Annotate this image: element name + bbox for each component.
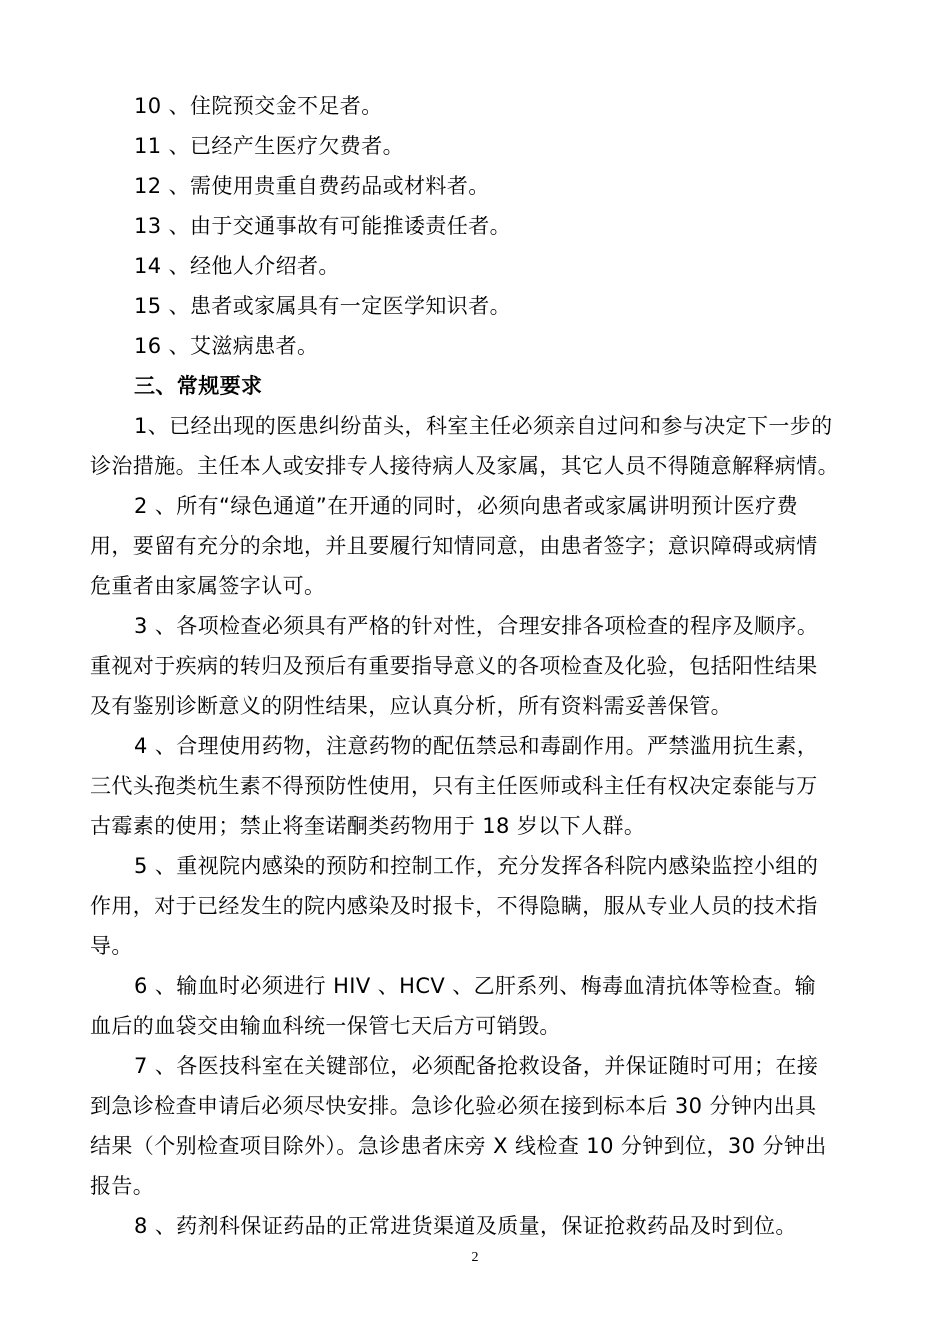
paragraph-6-line-2: 血后的血袋交由输血科统一保管七天后方可销毁。 (90, 1014, 561, 1038)
paragraph-1-line-1: 1、已经出现的医患纠纷苗头，科室主任必须亲自过问和参与决定下一步的 (134, 414, 833, 438)
paragraph-2-line-3: 危重者由家属签字认可。 (90, 574, 326, 598)
paragraph-4-line-2: 三代头孢类杭生素不得预防性使用，只有主任医师或科主任有权决定泰能与万 (90, 774, 818, 798)
list-item-13: 13 、由于交通事故有可能推诿责任者。 (134, 214, 511, 238)
paragraph-7-line-1: 7 、各医技科室在关键部位，必须配备抢救设备，并保证随时可用；在接 (134, 1054, 819, 1078)
paragraph-2-line-2: 用，要留有充分的余地，并且要履行知情同意，由患者签字；意识障碍或病情 (90, 534, 818, 558)
paragraph-3-line-3: 及有鉴别诊断意义的阴性结果，应认真分析，所有资料需妥善保管。 (90, 694, 732, 718)
paragraph-7-line-2: 到急诊检查申请后必须尽快安排。急诊化验必须在接到标本后 30 分钟内出具 (90, 1094, 817, 1118)
paragraph-7-line-3: 结果（个别检查项目除外）。急诊患者床旁 X 线检查 10 分钟到位，30 分钟出 (90, 1134, 827, 1158)
paragraph-2-line-1: 2 、所有“绿色通道”在开通的同时，必须向患者或家属讲明预计医疗费 (134, 494, 798, 518)
paragraph-5-line-1: 5 、重视院内感染的预防和控制工作，充分发挥各科院内感染监控小组的 (134, 854, 819, 878)
paragraph-4-line-3: 古霉素的使用；禁止将奎诺酮类药物用于 18 岁以下人群。 (90, 814, 646, 838)
paragraph-3-line-2: 重视对于疾病的转归及预后有重要指导意义的各项检查及化验，包括阳性结果 (90, 654, 818, 678)
paragraph-7-line-4: 报告。 (90, 1174, 155, 1198)
list-item-12: 12 、需使用贵重自费药品或材料者。 (134, 174, 490, 198)
list-item-11: 11 、已经产生医疗欠费者。 (134, 134, 404, 158)
paragraph-4-line-1: 4 、合理使用药物，注意药物的配伍禁忌和毒副作用。严禁滥用抗生素， (134, 734, 819, 758)
paragraph-3-line-1: 3 、各项检查必须具有严格的针对性，合理安排各项检查的程序及顺序。 (134, 614, 819, 638)
list-item-10: 10 、住院预交金不足者。 (134, 94, 383, 118)
paragraph-5-line-2: 作用，对于已经发生的院内感染及时报卡，不得隐瞒，服从专业人员的技术指 (90, 894, 818, 918)
section-heading: 三、常规要求 (134, 374, 263, 398)
paragraph-5-line-3: 导。 (90, 934, 133, 958)
paragraph-1-line-2: 诊治措施。主任本人或安排专人接待病人及家属，其它人员不得随意解释病情。 (90, 454, 839, 478)
list-item-14: 14 、经他人介绍者。 (134, 254, 340, 278)
page-number: 2 (471, 1250, 479, 1265)
list-item-15: 15 、患者或家属具有一定医学知识者。 (134, 294, 511, 318)
paragraph-6-line-1: 6 、输血时必须进行 HIV 、HCV 、乙肝系列、梅毒血清抗体等检查。输 (134, 974, 817, 998)
list-item-16: 16 、艾滋病患者。 (134, 334, 319, 358)
paragraph-8-line-1: 8 、药剂科保证药品的正常进货渠道及质量，保证抢救药品及时到位。 (134, 1214, 797, 1238)
